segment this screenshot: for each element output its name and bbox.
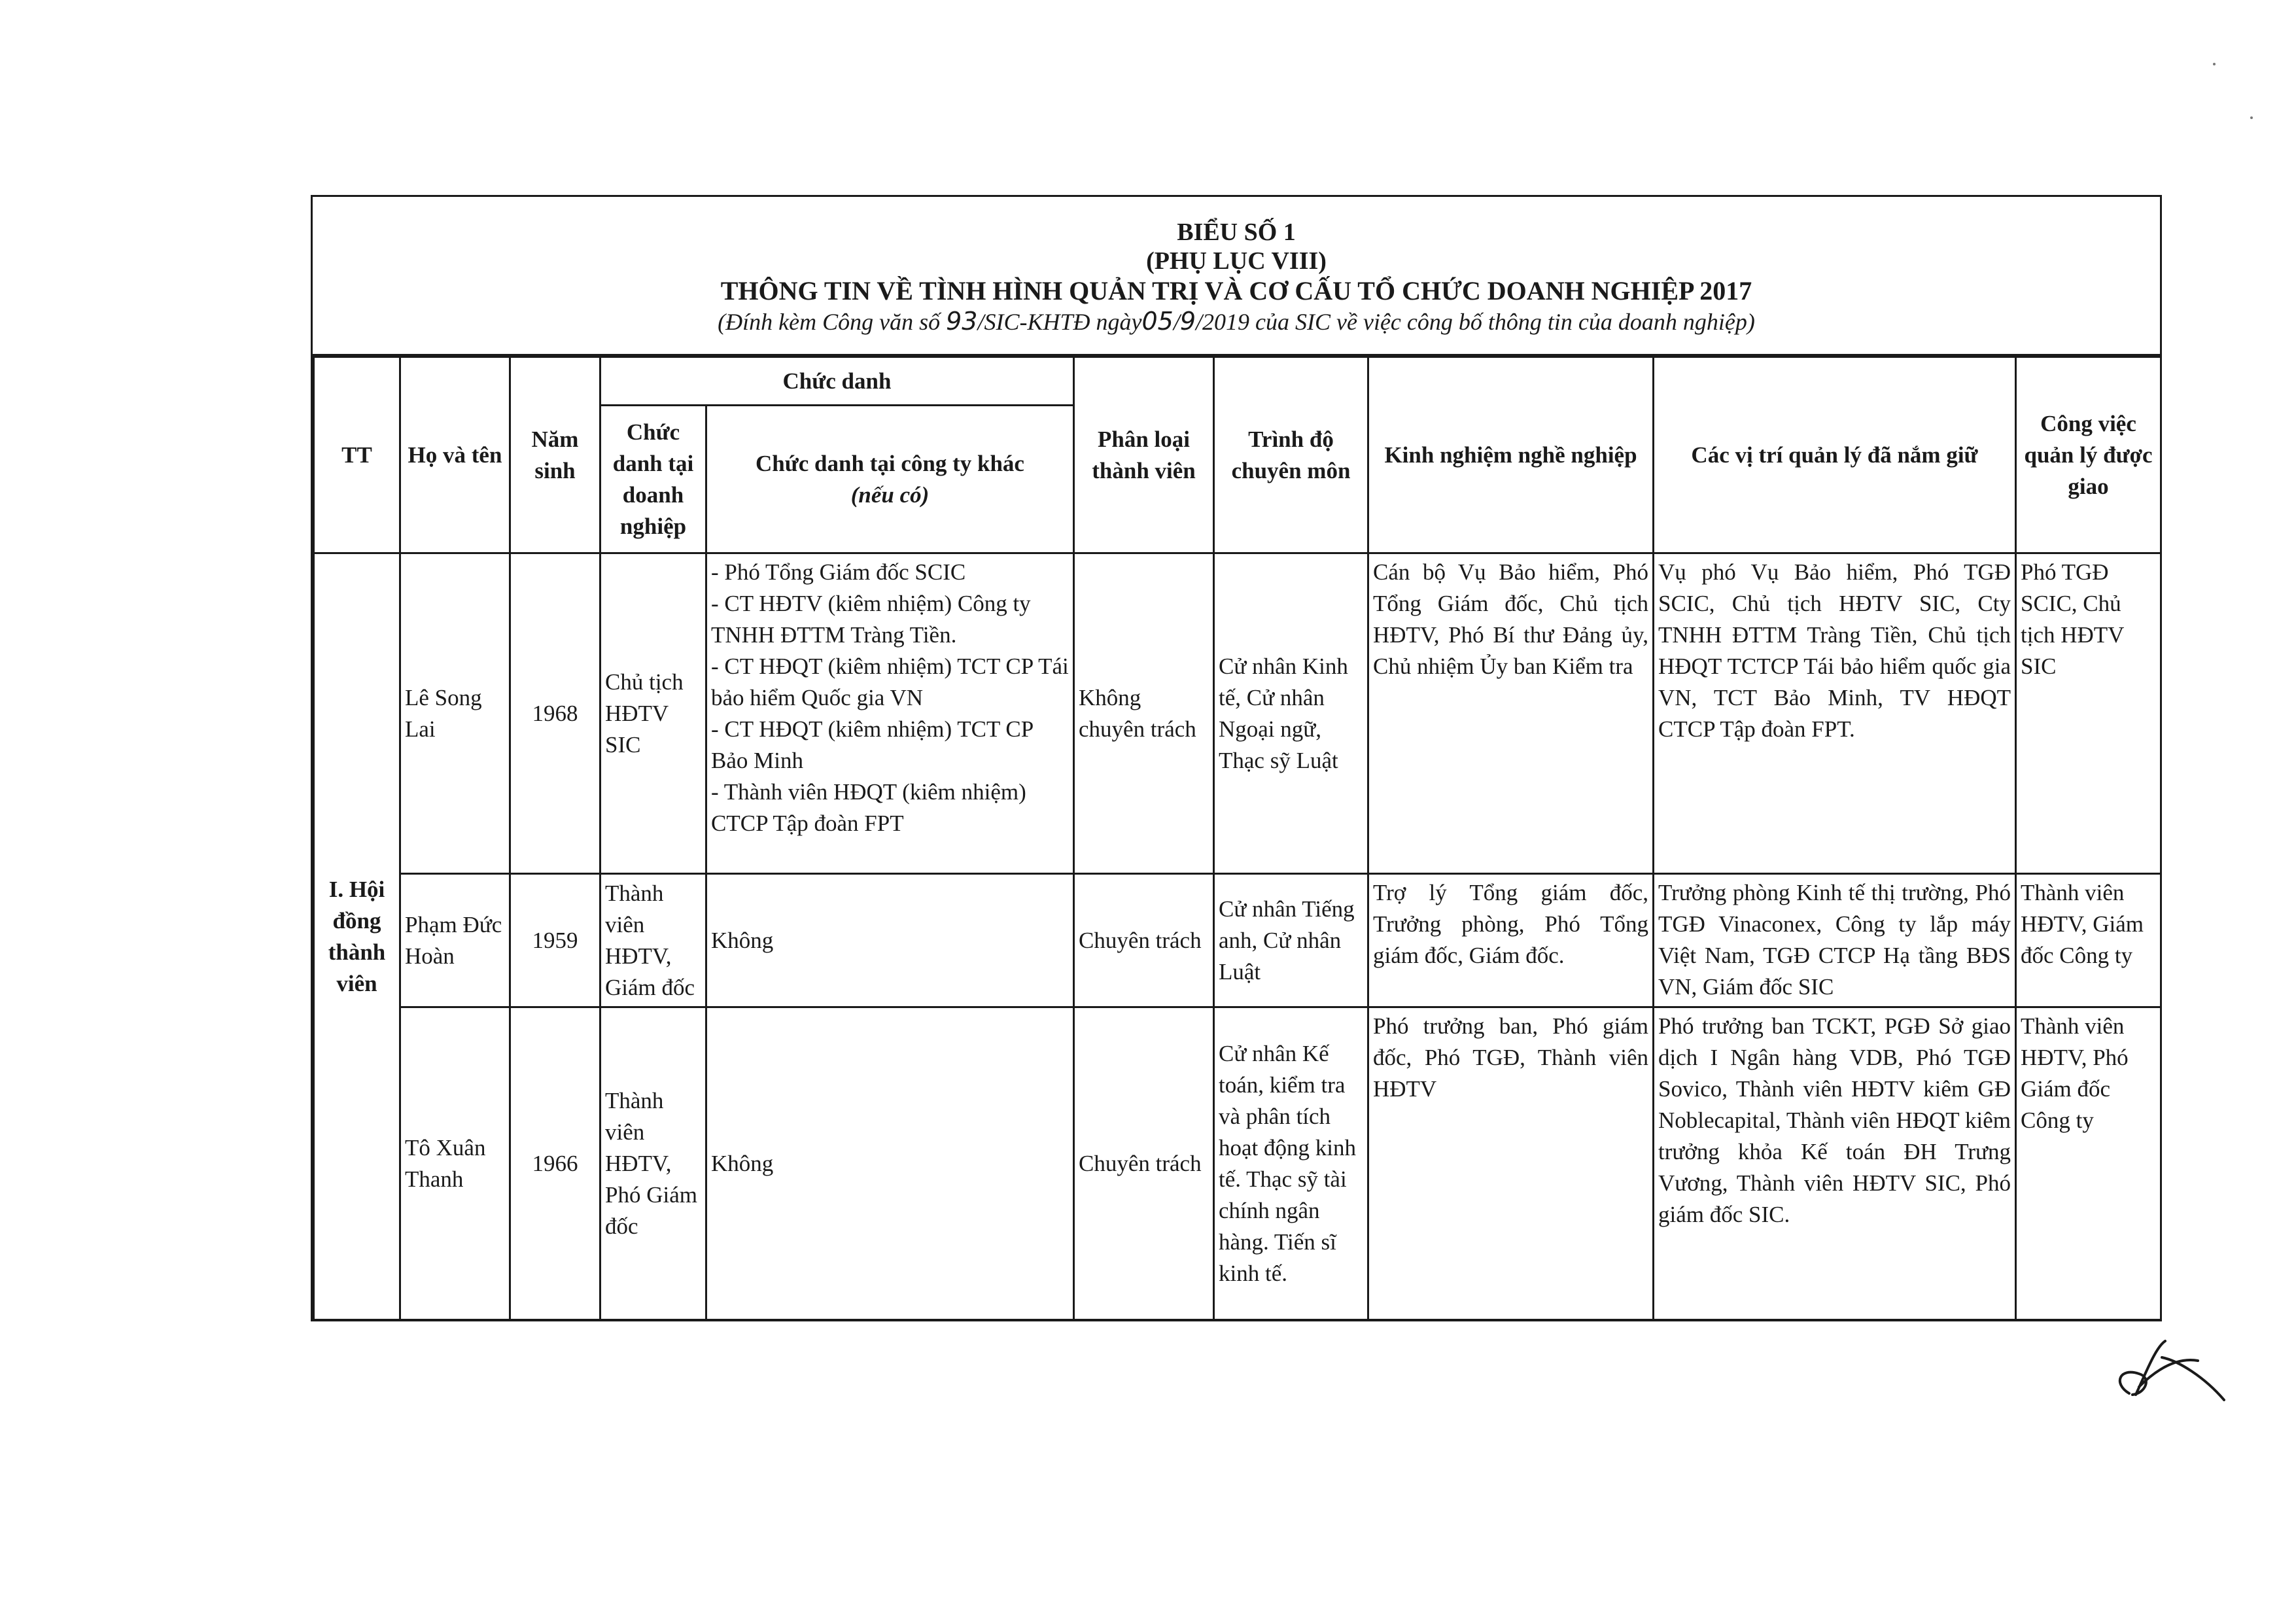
cell-positions: Vụ phó Vụ Bảo hiểm, Phó TGĐ SCIC, Chủ tịch HĐTV SIC, Cty TNHH ĐTTM Tràng Tiền, Chủ tịch HĐQT TCTCP Tái bảo hiểm quốc gia VN, TCT Bảo Minh, TV HĐQT CTCP Tập đoàn FPT. (1654, 553, 2016, 874)
col-header-experience: Kinh nghiệm nghề nghiệp (1368, 357, 1654, 553)
cell-name: Phạm Đức Hoàn (400, 874, 510, 1007)
col-header-title-group: Chức danh (600, 357, 1074, 406)
scan-speck (2213, 63, 2216, 65)
governance-table (313, 356, 2162, 1321)
list-item: - Thành viên HĐQT (kiêm nhiệm) CTCP Tập đoàn FPT (711, 779, 1026, 836)
cell-positions: Trưởng phòng Kinh tế thị trường, Phó TGĐ Vinaconex, Công ty lắp máy Việt Nam, TGĐ CTCP Hạ tầng BĐS VN, Giám đốc SIC (1654, 874, 2016, 1007)
cell-title-other (706, 553, 1074, 874)
cell-experience: Phó trưởng ban, Phó giám đốc, Phó TGĐ, Thành viên HĐTV (1368, 1007, 1654, 1320)
col-header-name: Họ và tên (400, 357, 510, 553)
cell-experience: Trợ lý Tổng giám đốc, Trưởng phòng, Phó Tổng giám đốc, Giám đốc. (1368, 874, 1654, 1007)
cell-experience: Cán bộ Vụ Bảo hiểm, Phó Tổng Giám đốc, Chủ tịch HĐTV, Phó Bí thư Đảng ủy, Chủ nhiệm Ủy ban Kiểm tra (1368, 553, 1654, 874)
cell-duties: Thành viên HĐTV, Phó Giám đốc Công ty (2016, 1007, 2161, 1320)
group-label: I. Hội đồng thành viên (314, 553, 400, 1320)
cell-title-here: Thành viên HĐTV, Giám đốc (600, 874, 706, 1007)
table-row (314, 874, 2161, 1007)
col-header-duties: Công việc quản lý được giao (2016, 357, 2161, 553)
cell-year: 1966 (510, 1007, 600, 1320)
cell-duties: Phó TGĐ SCIC, Chủ tịch HĐTV SIC (2016, 553, 2161, 874)
table-row (314, 1007, 2161, 1320)
date-month-handwritten: 9 (1179, 307, 1196, 336)
cell-title-other: Không (706, 874, 1074, 1007)
col-header-positions: Các vị trí quản lý đã nắm giữ (1654, 357, 2016, 553)
report-header (313, 197, 2160, 356)
cell-positions: Phó trưởng ban TCKT, PGĐ Sở giao dịch I Ngân hàng VDB, Phó TGĐ Sovico, Thành viên HĐTV kiêm GĐ Noblecapital, Thành viên HĐQT kiêm trưởng khỏa Kế toán ĐH Trưng Vương, Thành viên HĐTV SIC, Phó giám đốc SIC. (1654, 1007, 2016, 1320)
report-sheet (311, 195, 2162, 1321)
signature-initials (2100, 1321, 2231, 1413)
report-subtitle: (Đính kèm Công văn số 93/SIC-KHTĐ ngày05/9/2019 của SIC về việc công bố thông tin của doanh nghiệp) (718, 307, 1755, 336)
cell-member-type: Chuyên trách (1074, 1007, 1214, 1320)
date-day-handwritten: 05 (1141, 307, 1174, 336)
cell-duties: Thành viên HĐTV, Giám đốc Công ty (2016, 874, 2161, 1007)
list-item: - CT HĐQT (kiêm nhiệm) TCT CP Bảo Minh (711, 716, 1033, 773)
form-number: BIỂU SỐ 1 (1177, 218, 1296, 246)
col-header-tt: TT (314, 357, 400, 553)
cell-education: Cử nhân Kinh tế, Cử nhân Ngoại ngữ, Thạc sỹ Luật (1214, 553, 1368, 874)
cell-title-other: Không (706, 1007, 1074, 1320)
cell-year: 1968 (510, 553, 600, 874)
col-header-year: Năm sinh (510, 357, 600, 553)
table-row (314, 553, 2161, 874)
cell-education: Cử nhân Kế toán, kiểm tra và phân tích hoạt động kinh tế. Thạc sỹ tài chính ngân hàng. Tiến sĩ kinh tế. (1214, 1007, 1368, 1320)
cell-member-type: Chuyên trách (1074, 874, 1214, 1007)
cell-name: Lê Song Lai (400, 553, 510, 874)
appendix-label: (PHỤ LỤC VIII) (1146, 247, 1327, 275)
col-header-education: Trình độ chuyên môn (1214, 357, 1368, 553)
cell-member-type: Không chuyên trách (1074, 553, 1214, 874)
col-header-title-here: Chức danh tại doanh nghiệp (600, 406, 706, 553)
col-header-title-other: Chức danh tại công ty khác (nếu có) (706, 406, 1074, 553)
doc-number-handwritten: 93 (946, 307, 978, 336)
cell-title-here: Chủ tịch HĐTV SIC (600, 553, 706, 874)
list-item: - Phó Tổng Giám đốc SCIC (711, 559, 966, 585)
list-item: - CT HĐTV (kiêm nhiệm) Công ty TNHH ĐTTM Tràng Tiền. (711, 591, 1031, 648)
cell-education: Cử nhân Tiếng anh, Cử nhân Luật (1214, 874, 1368, 1007)
col-header-member-type: Phân loại thành viên (1074, 357, 1214, 553)
cell-title-here: Thành viên HĐTV, Phó Giám đốc (600, 1007, 706, 1320)
cell-year: 1959 (510, 874, 600, 1007)
report-title: THÔNG TIN VỀ TÌNH HÌNH QUẢN TRỊ VÀ CƠ CẤU TỔ CHỨC DOANH NGHIỆP 2017 (720, 276, 1752, 305)
scan-speck (2250, 116, 2253, 119)
list-item: - CT HĐQT (kiêm nhiệm) TCT CP Tái bảo hiểm Quốc gia VN (711, 654, 1069, 710)
cell-name: Tô Xuân Thanh (400, 1007, 510, 1320)
